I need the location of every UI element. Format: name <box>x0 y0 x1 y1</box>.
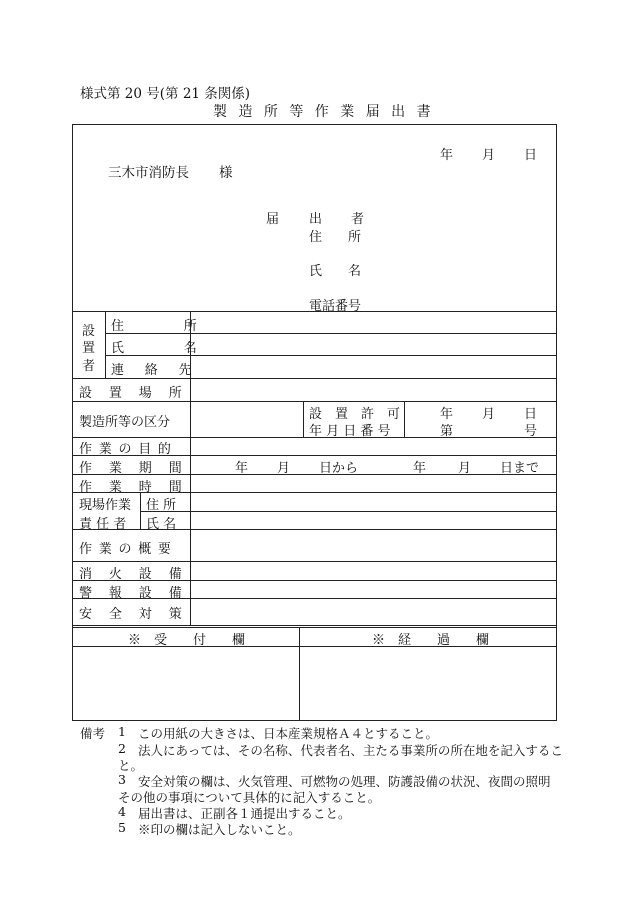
page-title: 製 造 所 等 作 業 届 出 書 <box>213 104 435 120</box>
period-start-day: 日から <box>319 461 359 476</box>
permit-year: 年 <box>440 407 454 422</box>
applicant-label-1: 届 <box>266 212 280 227</box>
safety-measures-label: 安 全 対 策 <box>79 607 184 622</box>
note-3-cont: その他の事項について具体的に記入すること。 <box>118 790 381 805</box>
location-label: 設 置 場 所 <box>79 386 184 401</box>
note-5-num: 5 <box>118 820 126 835</box>
period-start-month: 月 <box>277 461 291 476</box>
note-2: 法人にあっては、その名称、代表者名、主たる事業所の所在地を記入するこ <box>138 743 563 758</box>
facility-class-label: 製造所等の区分 <box>79 415 171 430</box>
date-day: 日 <box>524 148 538 163</box>
notes-label: 備考 <box>80 726 106 741</box>
fire-equipment-label: 消 火 設 備 <box>79 567 184 582</box>
supervisor-label-1: 現場作業 <box>79 498 132 513</box>
addressee: 三木市消防長 <box>108 165 189 181</box>
reception-column-header: ※ 受 付 欄 <box>128 633 246 648</box>
form-number: 様式第 20 号(第 21 条関係) <box>80 86 251 102</box>
applicant-name-label: 氏 名 <box>309 264 368 279</box>
installer-group-3: 者 <box>82 359 96 374</box>
note-1: この用紙の大きさは、日本産業規格Ａ４とすること。 <box>138 726 439 741</box>
applicant-label-2: 出 <box>309 212 323 227</box>
period-end-day: 日まで <box>500 461 540 476</box>
applicant-label-3: 者 <box>351 212 365 227</box>
permit-no-suffix: 号 <box>524 424 538 439</box>
note-5: ※印の欄は記入しないこと。 <box>138 822 301 837</box>
installer-contact-label: 連 絡 先 <box>111 363 196 378</box>
period-end-month: 月 <box>458 461 472 476</box>
installer-group-1: 設 <box>82 324 96 339</box>
applicant-address-label: 住 所 <box>309 230 368 245</box>
purpose-label: 作 業 の 目 的 <box>79 442 173 457</box>
date-year: 年 <box>440 148 454 163</box>
permit-label-1: 設 置 許 可 <box>309 407 401 422</box>
note-1-num: 1 <box>118 724 126 739</box>
addressee-honorific: 様 <box>219 165 233 181</box>
permit-no-prefix: 第 <box>440 424 454 439</box>
period-end-year: 年 <box>413 461 427 476</box>
supervisor-address-label: 住 所 <box>146 498 177 513</box>
installer-name-label: 氏 名 <box>111 341 221 356</box>
installer-group-2: 置 <box>82 341 96 356</box>
note-3-num: 3 <box>118 772 126 787</box>
period-label: 作 業 期 間 <box>79 461 184 476</box>
note-2-num: 2 <box>118 741 126 756</box>
applicant-phone-label: 電話番号 <box>309 299 362 314</box>
permit-label-2: 年 月 日 番 号 <box>309 424 391 439</box>
permit-day: 日 <box>524 407 538 422</box>
period-start-year: 年 <box>235 461 249 476</box>
date-month: 月 <box>482 148 496 163</box>
note-4-num: 4 <box>118 804 126 819</box>
supervisor-name-label: 氏 名 <box>146 517 177 532</box>
supervisor-label-2: 責 任 者 <box>79 517 127 532</box>
progress-column-header: ※ 経 過 欄 <box>372 633 490 648</box>
note-3: 安全対策の欄は、火気管理、可燃物の処理、防護設備の状況、夜間の照明 <box>138 774 551 789</box>
permit-month: 月 <box>482 407 496 422</box>
hours-label: 作 業 時 間 <box>79 480 184 495</box>
overview-label: 作 業 の 概 要 <box>79 542 173 557</box>
note-4: 届出書は、正副各１通提出すること。 <box>138 806 351 821</box>
alarm-equipment-label: 警 報 設 備 <box>79 586 184 601</box>
note-2-cont: と。 <box>118 758 144 773</box>
installer-address-label: 住 所 <box>111 319 221 334</box>
